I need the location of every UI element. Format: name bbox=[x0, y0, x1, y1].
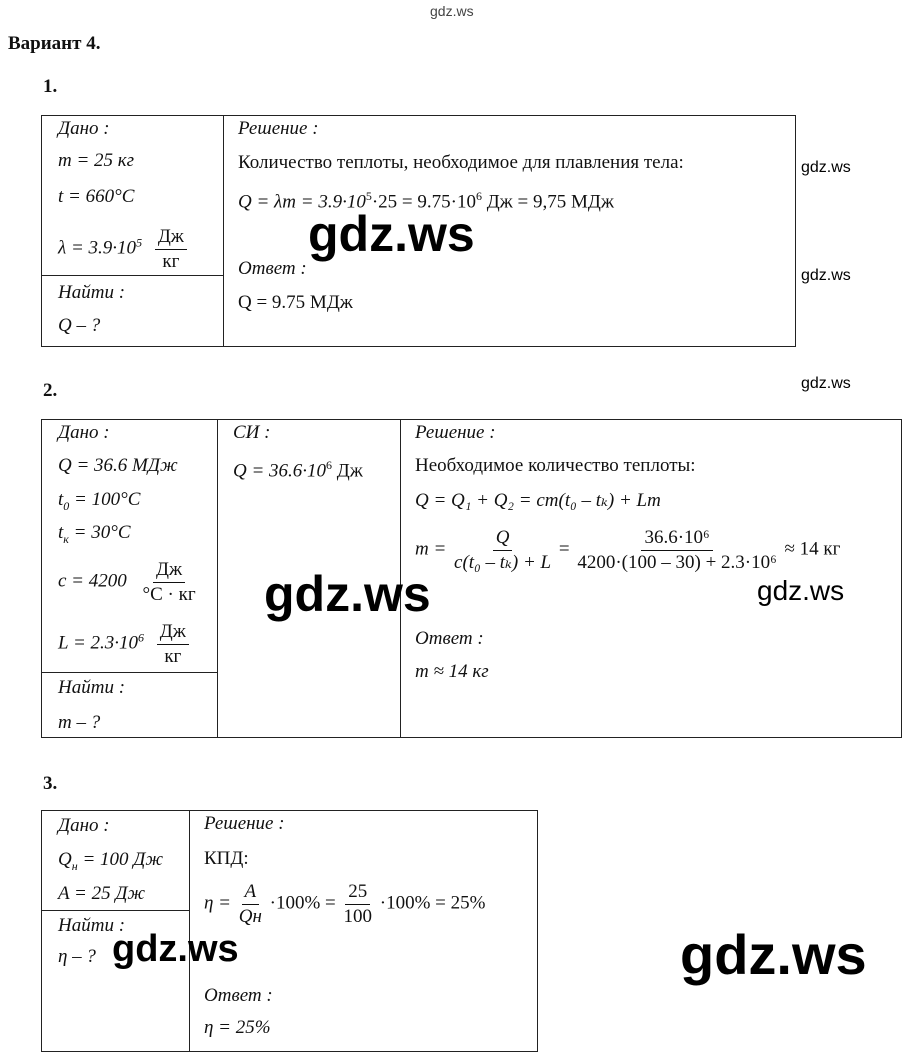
p1-lambda-unit bbox=[155, 225, 187, 274]
p3-solution-label: Решение : bbox=[204, 813, 285, 834]
p1-given-m: m = 25 кг bbox=[58, 150, 135, 171]
watermark-large-2: gdz.ws bbox=[264, 566, 431, 622]
p2-tk-sub: к bbox=[63, 531, 69, 546]
watermark-small-1: gdz.ws bbox=[801, 159, 851, 176]
p2-find: m – ? bbox=[58, 712, 101, 733]
p3-frac2-den: 100 bbox=[343, 905, 373, 927]
p2-given-tk bbox=[58, 522, 131, 547]
p2-answer-label: Ответ : bbox=[415, 628, 484, 649]
p1-lambda-exp: 5 bbox=[136, 235, 143, 250]
p3-solution-line1: КПД: bbox=[204, 848, 249, 869]
p2-L-exp: 6 bbox=[138, 630, 145, 645]
p2-solution-line1: Необходимое количество теплоты: bbox=[415, 455, 696, 476]
p3-end: ·100% = 25% bbox=[379, 892, 486, 914]
p3-mid: ·100% = bbox=[269, 892, 336, 914]
p2-tk-val: = 30°C bbox=[73, 522, 131, 543]
p2-c-unit bbox=[140, 558, 199, 607]
p2-t0-symbol: t bbox=[58, 489, 64, 510]
p2-frac2 bbox=[574, 526, 779, 575]
p1-formula-a: Q = λm = 3.9·10 bbox=[238, 191, 366, 213]
p2-frac2-den: 4200·(100 – 30) + 2.3·10⁶ bbox=[577, 551, 777, 573]
problem-1-number: 1. bbox=[43, 76, 58, 97]
p2-eq: = bbox=[558, 538, 570, 560]
p2-si-value bbox=[233, 458, 363, 482]
p3-eta-eq: η = bbox=[204, 892, 231, 914]
p3-given-a: A = 25 Дж bbox=[58, 883, 146, 904]
p3-given-qn bbox=[58, 849, 163, 874]
p1-solution-label: Решение : bbox=[238, 118, 319, 139]
watermark-large-1: gdz.ws bbox=[308, 206, 475, 262]
variant-title: Вариант 4. bbox=[8, 33, 101, 54]
p3-qn-val: = 100 Дж bbox=[82, 849, 164, 870]
p2-frac1-den: c(t₀ – tₖ) + L bbox=[454, 551, 552, 573]
p1-unit-num: Дж bbox=[155, 225, 187, 250]
problem-3-number: 3. bbox=[43, 773, 58, 794]
p3-frac1-den: Qн bbox=[238, 905, 262, 927]
problem-2-number: 2. bbox=[43, 380, 58, 401]
p2-given-q: Q = 36.6 МДж bbox=[58, 455, 178, 476]
p1-given-lambda bbox=[58, 225, 187, 274]
p1-solution-line1: Количество теплоты, необходимое для плавления тела: bbox=[238, 152, 684, 173]
watermark-small-3: gdz.ws bbox=[801, 375, 851, 392]
p2-frac1 bbox=[451, 526, 554, 575]
p2-t0-val: = 100°C bbox=[74, 489, 141, 510]
watermark-medium-2: gdz.ws bbox=[112, 928, 239, 970]
p2-L-text: L = 2.3·10 bbox=[58, 632, 139, 654]
p3-find-label: Найти : bbox=[58, 915, 126, 936]
p2-L-unit-den: кг bbox=[164, 645, 182, 667]
p2-L-unit-num: Дж bbox=[157, 620, 189, 645]
p2-answer: m ≈ 14 кг bbox=[415, 661, 489, 682]
p2-find-label: Найти : bbox=[58, 677, 126, 698]
p3-formula bbox=[204, 880, 485, 929]
p2-c-unit-num: Дж bbox=[153, 558, 185, 583]
p2-c-text: c = 4200 bbox=[58, 570, 127, 592]
p2-si-text: Q = 36.6·10 bbox=[233, 460, 327, 482]
p3-frac2 bbox=[341, 880, 376, 929]
p1-lambda-text: λ = 3.9·10 bbox=[58, 237, 137, 259]
p2-m-eq: m = bbox=[415, 538, 447, 560]
p1-formula-exp1: 5 bbox=[365, 189, 372, 203]
watermark-large-3: gdz.ws bbox=[680, 923, 867, 986]
p1-answer-label: Ответ : bbox=[238, 258, 307, 279]
p3-answer: η = 25% bbox=[204, 1017, 271, 1038]
p3-frac2-num: 25 bbox=[345, 880, 370, 905]
p1-given-t: t = 660°C bbox=[58, 186, 135, 207]
p1-find: Q – ? bbox=[58, 315, 101, 336]
p2-frac2-num: 36.6·10⁶ bbox=[641, 526, 712, 551]
p1-formula-exp2: 6 bbox=[475, 189, 482, 203]
p2-given-L bbox=[58, 620, 189, 669]
p1-formula-c: Дж = 9,75 МДж bbox=[486, 191, 614, 213]
p1-find-label: Найти : bbox=[58, 282, 126, 303]
p3-frac1-num: A bbox=[242, 880, 260, 905]
p2-result: ≈ 14 кг bbox=[784, 538, 841, 560]
p2-t0-sub: 0 bbox=[63, 498, 70, 513]
p3-frac1 bbox=[236, 880, 265, 929]
p2-si-label: СИ : bbox=[233, 422, 271, 443]
p2-si-exp: 6 bbox=[326, 458, 333, 472]
p2-formula1: Q = Q₁ + Q₂ = cm(t₀ – tₖ) + Lm bbox=[415, 490, 661, 511]
p2-c-unit-den: °C · кг bbox=[142, 583, 196, 605]
p3-qn-sub: н bbox=[71, 858, 78, 873]
p2-L-unit bbox=[157, 620, 189, 669]
p2-formula2 bbox=[415, 526, 840, 575]
p1-formula-b: ·25 = 9.75·10 bbox=[371, 191, 476, 213]
p2-given-label: Дано : bbox=[58, 422, 110, 443]
p2-tk-symbol: t bbox=[58, 522, 64, 543]
watermark-medium-1: gdz.ws bbox=[757, 575, 845, 606]
p2-given-c bbox=[58, 558, 199, 607]
p1-unit-den: кг bbox=[162, 250, 180, 272]
p2-given-t0 bbox=[58, 489, 140, 514]
p1-answer: Q = 9.75 МДж bbox=[238, 292, 353, 313]
p2-solution-label: Решение : bbox=[415, 422, 496, 443]
p3-answer-label: Ответ : bbox=[204, 985, 273, 1006]
p3-given-label: Дано : bbox=[58, 815, 110, 836]
p3-find: η – ? bbox=[58, 946, 96, 967]
watermark-small-2: gdz.ws bbox=[801, 267, 851, 284]
p1-given-label: Дано : bbox=[58, 118, 110, 139]
p3-qn-symbol: Q bbox=[58, 849, 72, 870]
p2-si-unit: Дж bbox=[336, 460, 363, 482]
p2-frac1-num: Q bbox=[493, 526, 513, 551]
top-watermark: gdz.ws bbox=[430, 3, 474, 19]
